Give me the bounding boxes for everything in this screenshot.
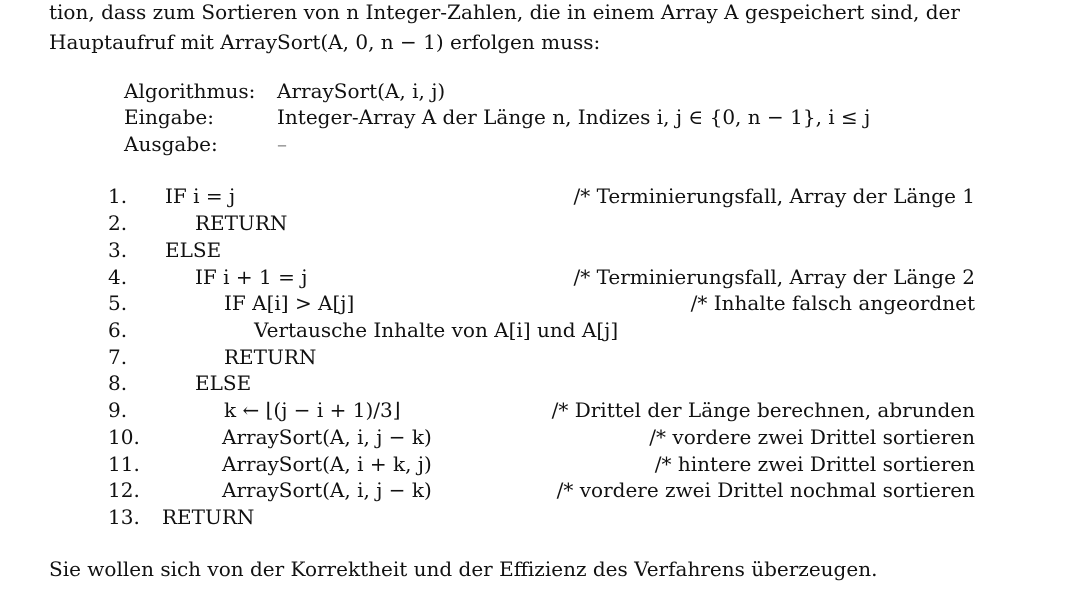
line-number: 4. (108, 265, 128, 289)
code-comment: /* vordere zwei Drittel sortieren (649, 425, 975, 449)
code-line: RETURN (224, 345, 317, 369)
code-line: ArraySort(A, i, j − k) (222, 425, 432, 449)
spec-output-label: Ausgabe: (124, 132, 218, 156)
code-line: RETURN (162, 505, 255, 529)
intro-line-1: tion, dass zum Sortieren von n Integer-Zahlen, die in einem Array A gespeichert sind, der (49, 0, 960, 24)
code-line: IF i + 1 = j (195, 265, 308, 289)
code-comment: /* Terminierungsfall, Array der Länge 2 (573, 265, 975, 289)
code-line: RETURN (195, 211, 288, 235)
code-comment: /* Drittel der Länge berechnen, abrunden (551, 398, 975, 422)
line-number: 10. (108, 425, 140, 449)
line-number: 11. (108, 452, 140, 476)
code-comment: /* vordere zwei Drittel nochmal sortieren (556, 478, 975, 502)
line-number: 13. (108, 505, 140, 529)
code-line: ELSE (165, 238, 222, 262)
code-comment: /* hintere zwei Drittel sortieren (654, 452, 975, 476)
spec-algorithm-value: ArraySort(A, i, j) (277, 79, 446, 103)
code-comment: /* Terminierungsfall, Array der Länge 1 (573, 184, 975, 208)
code-line: ELSE (195, 371, 252, 395)
spec-algorithm-label: Algorithmus: (124, 79, 256, 103)
spec-input-label: Eingabe: (124, 105, 214, 129)
line-number: 6. (108, 318, 128, 342)
line-number: 2. (108, 211, 128, 235)
outro-paragraph: Sie wollen sich von der Korrektheit und der Effizienz des Verfahrens überzeugen. (49, 557, 878, 581)
line-number: 1. (108, 184, 128, 208)
code-line: ArraySort(A, i, j − k) (222, 478, 432, 502)
line-number: 12. (108, 478, 140, 502)
line-number: 9. (108, 398, 128, 422)
code-line: ArraySort(A, i + k, j) (222, 452, 432, 476)
line-number: 5. (108, 291, 128, 315)
code-line: Vertausche Inhalte von A[i] und A[j] (254, 318, 619, 342)
line-number: 3. (108, 238, 128, 262)
code-comment: /* Inhalte falsch angeordnet (690, 291, 975, 315)
line-number: 7. (108, 345, 128, 369)
spec-input-value: Integer-Array A der Länge n, Indizes i, j ∈ {0, n − 1}, i ≤ j (277, 105, 871, 129)
line-number: 8. (108, 371, 128, 395)
intro-line-2: Hauptaufruf mit ArraySort(A, 0, n − 1) erfolgen muss: (49, 30, 601, 54)
code-line: IF i = j (165, 184, 236, 208)
code-line: k ← ⌊(j − i + 1)/3⌋ (224, 398, 401, 422)
spec-output-value: – (277, 132, 287, 156)
code-line: IF A[i] > A[j] (224, 291, 355, 315)
